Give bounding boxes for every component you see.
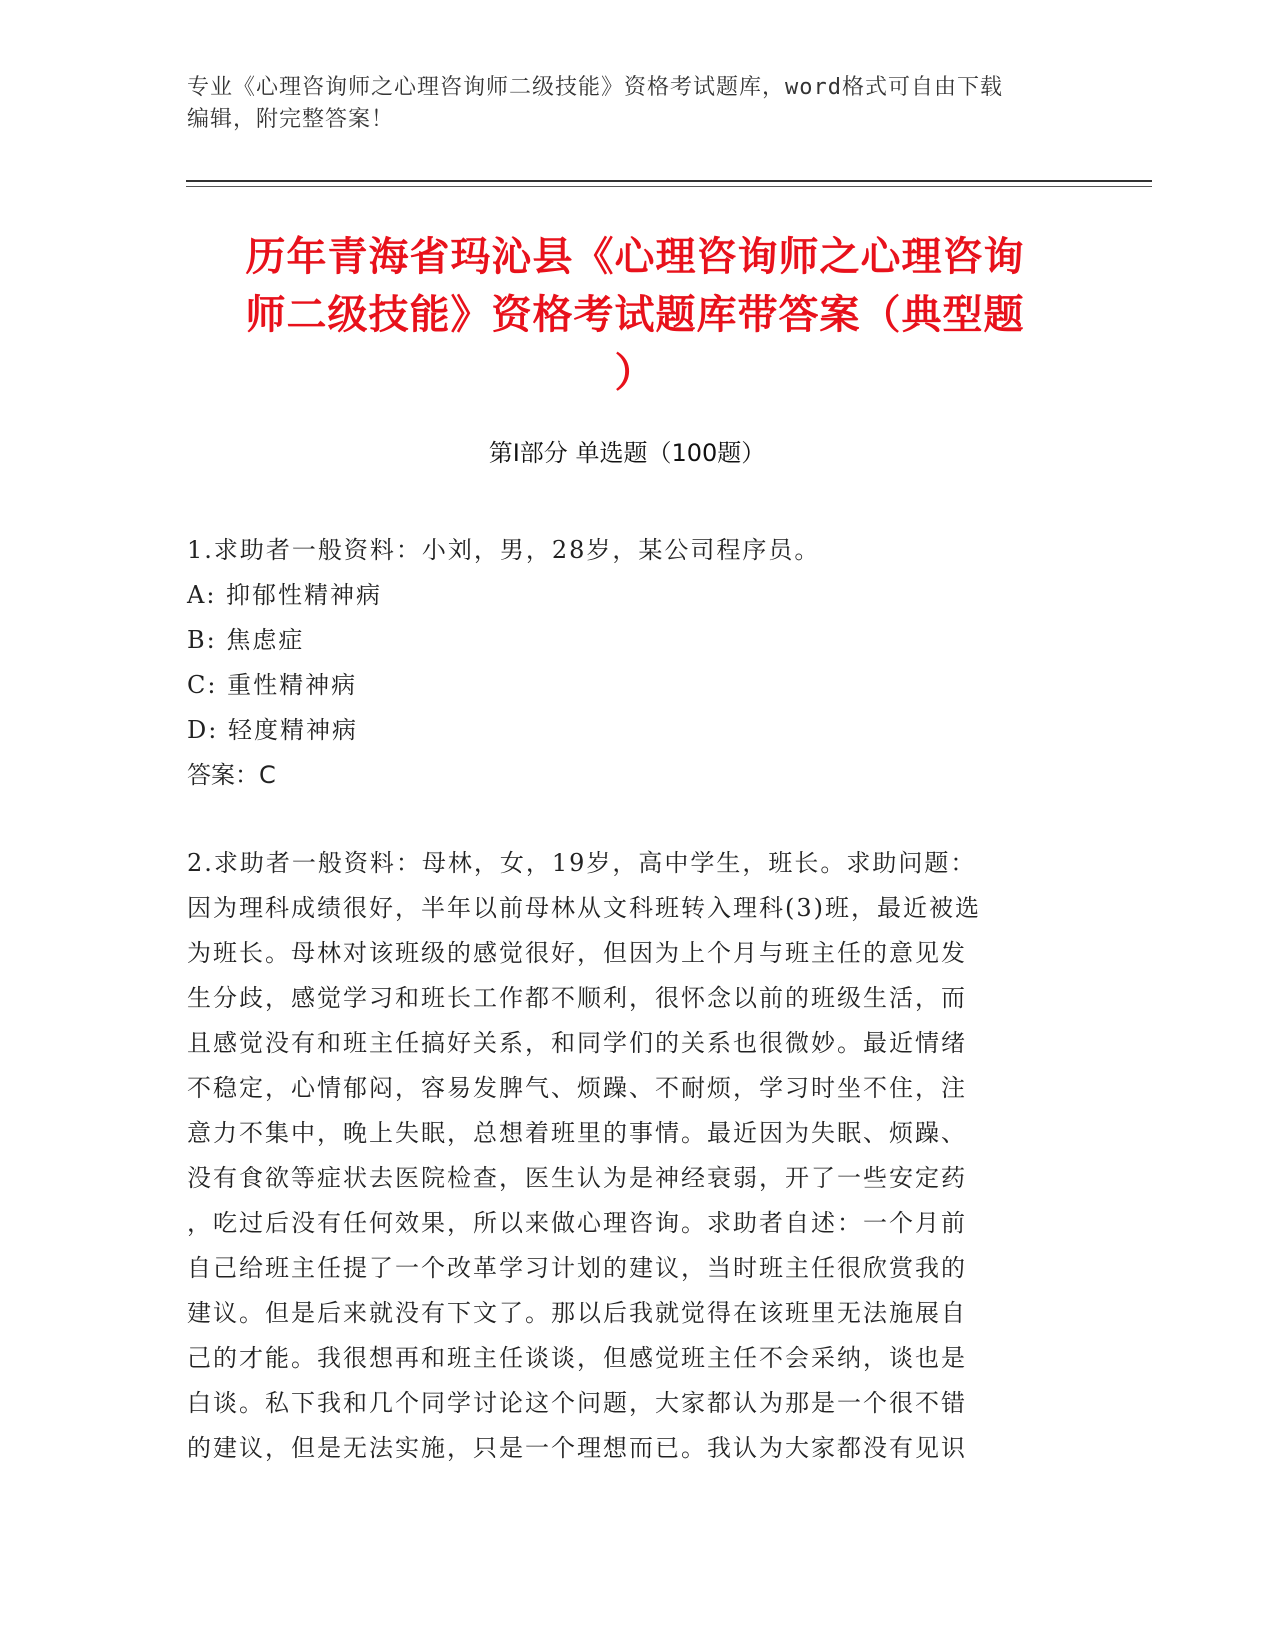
question-stem: 1.求助者一般资料：小刘，男，28岁，某公司程序员。	[187, 536, 821, 564]
question-stem-line: 建议。但是后来就没有下文了。那以后我就觉得在该班里无法施展自	[187, 1299, 967, 1327]
option-b: B: 焦虑症	[187, 626, 305, 654]
question-stem-line: 且感觉没有和班主任搞好关系，和同学们的关系也很微妙。最近情绪	[187, 1029, 967, 1057]
question-stem-line: 没有食欲等症状去医院检查，医生认为是神经衰弱，开了一些安定药	[187, 1164, 967, 1192]
section-heading: 第Ⅰ部分 单选题（100题）	[488, 439, 766, 467]
option-c: C: 重性精神病	[187, 671, 358, 699]
question-stem-line: 意力不集中，晚上失眠，总想着班里的事情。最近因为失眠、烦躁、	[187, 1119, 967, 1147]
question-stem-line: 为班长。母林对该班级的感觉很好，但因为上个月与班主任的意见发	[187, 939, 967, 967]
question-stem-line: 不稳定，心情郁闷，容易发脾气、烦躁、不耐烦，学习时坐不住，注	[187, 1074, 967, 1102]
header-divider-thick	[186, 180, 1152, 182]
header-note-line-2: 编辑，附完整答案！	[187, 107, 395, 132]
question-1	[187, 528, 1067, 798]
document-title-line-2: 师二级技能》资格考试题库带答案（典型题	[245, 292, 1025, 338]
question-2	[187, 841, 1067, 1471]
document-title	[195, 228, 1075, 402]
header-note	[187, 72, 1067, 136]
option-a: A: 抑郁性精神病	[187, 581, 383, 609]
question-stem-line: 己的才能。我很想再和班主任谈谈，但感觉班主任不会采纳，谈也是	[187, 1344, 967, 1372]
option-d: D: 轻度精神病	[187, 716, 358, 744]
header-note-line-1: 专业《心理咨询师之心理咨询师二级技能》资格考试题库，word格式可自由下载	[187, 75, 1003, 100]
document-title-line-1: 历年青海省玛沁县《心理咨询师之心理咨询	[245, 234, 1025, 280]
answer-text: 答案：C	[187, 761, 276, 789]
document-title-line-3: ）	[614, 350, 656, 396]
question-stem-line: 生分歧，感觉学习和班长工作都不顺利，很怀念以前的班级生活，而	[187, 984, 967, 1012]
question-stem-line: 白谈。私下我和几个同学讨论这个问题，大家都认为那是一个很不错	[187, 1389, 967, 1417]
question-stem-line: ，吃过后没有任何效果，所以来做心理咨询。求助者自述：一个月前	[187, 1209, 967, 1237]
header-divider-thin	[186, 186, 1152, 187]
question-stem-line: 自己给班主任提了一个改革学习计划的建议，当时班主任很欣赏我的	[187, 1254, 967, 1282]
question-stem-line: 因为理科成绩很好，半年以前母林从文科班转入理科(3)班，最近被选	[187, 894, 981, 922]
question-stem-line: 2.求助者一般资料：母林，女，19岁，高中学生，班长。求助问题：	[187, 849, 977, 877]
question-list	[187, 528, 1067, 1471]
question-stem-line: 的建议，但是无法实施，只是一个理想而已。我认为大家都没有见识	[187, 1434, 967, 1462]
